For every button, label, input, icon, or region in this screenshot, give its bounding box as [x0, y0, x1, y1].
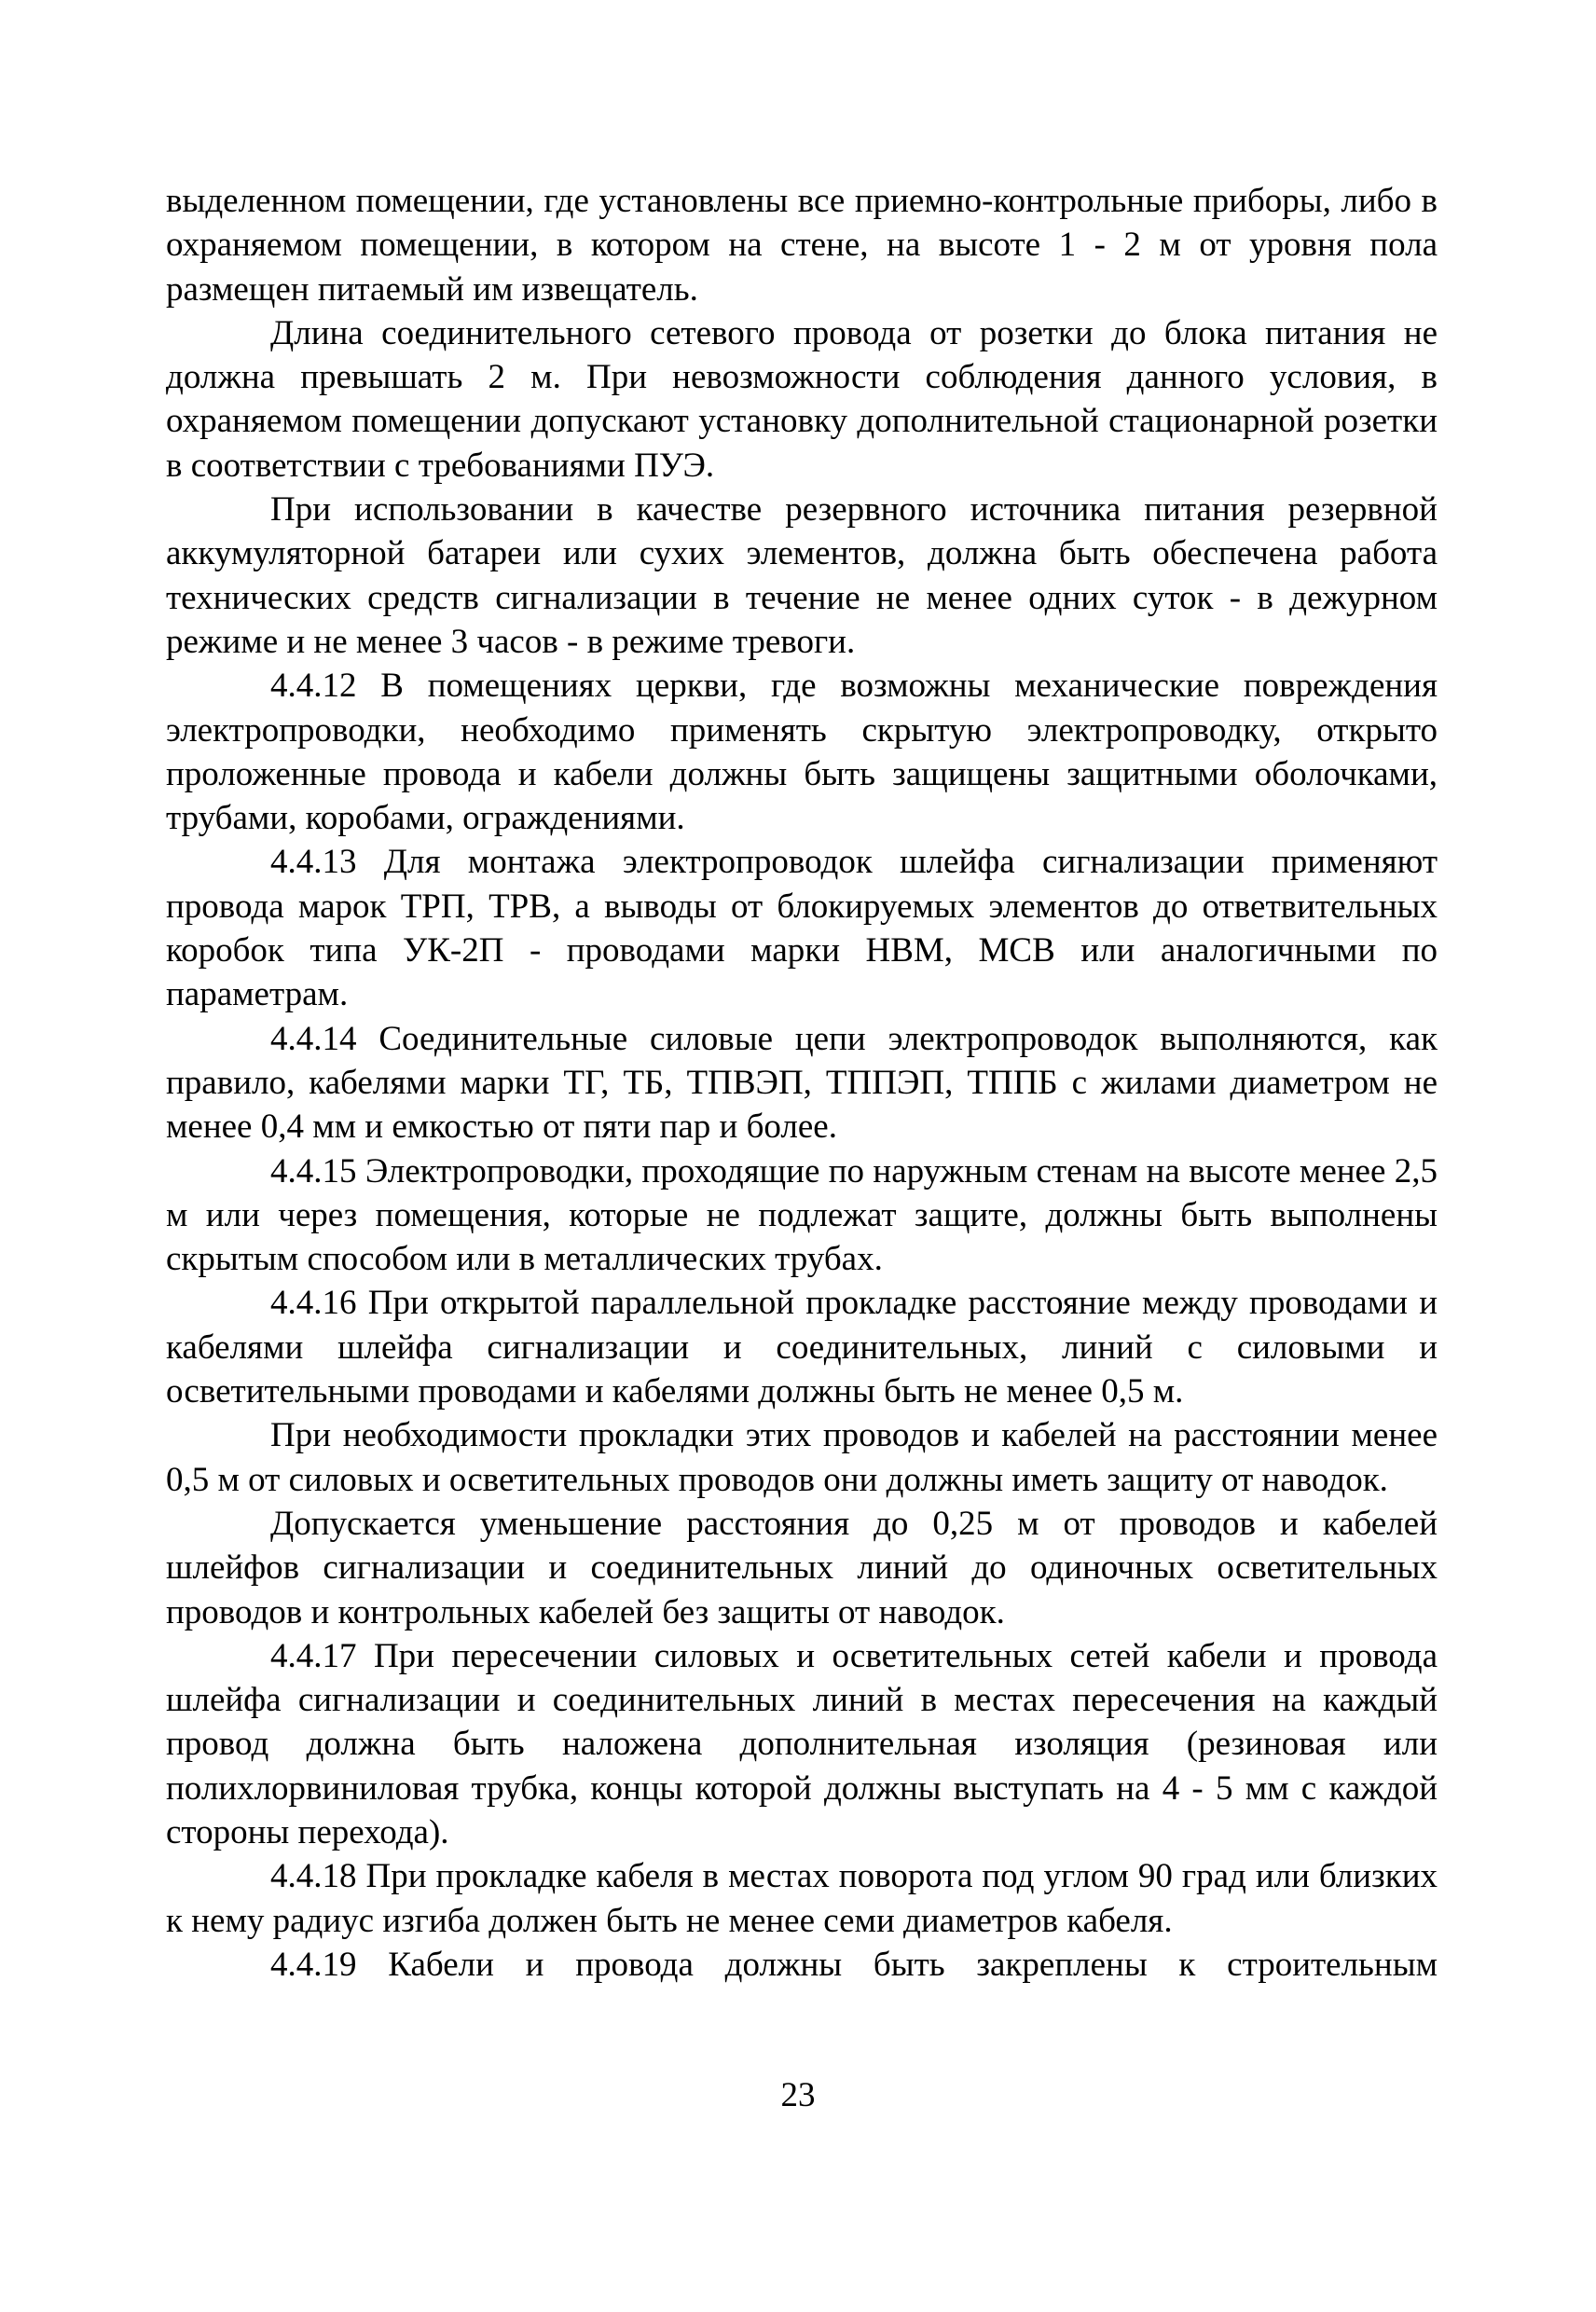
paragraph-4-4-18: 4.4.18 При прокладке кабеля в местах поворота под углом 90 град или близких к нему радиус изгиба должен быть не менее семи диаметров кабеля.	[166, 1857, 1438, 1940]
paragraph-interference-protection: При необходимости прокладки этих проводов и кабелей на расстоянии менее 0,5 м от силовых и осветительных проводов они должны иметь защиту от наводок.	[166, 1416, 1438, 1499]
body-text	[166, 179, 1438, 1987]
paragraph-continuation: выделенном помещении, где установлены все приемно-контрольные приборы, либо в охраняемом помещении, в котором на стене, на высоте 1 - 2 м от уровня пола размещен питаемый им извещатель.	[166, 182, 1438, 309]
paragraph-cable-length: Длина соединительного сетевого провода от розетки до блока питания не должна превышать 2 м. При невозможности соблюдения данного условия, в охраняемом помещении допускают установку дополнительной стационарной розетки в соответствии с требованиями ПУЭ.	[166, 313, 1438, 485]
paragraph-4-4-16: 4.4.16 При открытой параллельной прокладке расстояние между проводами и кабелями шлейфа сигнализации и соединительных, линий с силовыми и осветительными проводами и кабелями должны быть не менее 0,5 м.	[166, 1284, 1438, 1411]
paragraph-4-4-14: 4.4.14 Соединительные силовые цепи электропроводок выполняются, как правило, кабелями марки ТГ, ТБ, ТПВЭП, ТППЭП, ТППБ с жилами диаметром не менее 0,4 мм и емкостью от пяти пар и более.	[166, 1019, 1438, 1147]
page-number: 23	[780, 2076, 816, 2114]
paragraph-4-4-13: 4.4.13 Для монтажа электропроводок шлейфа сигнализации применяют провода марок ТРП, ТРВ, а выводы от блокируемых элементов до ответвительных коробок типа УК-2П - проводами марки НВМ, МСВ или аналогичными по параметрам.	[166, 843, 1438, 1014]
paragraph-4-4-17: 4.4.17 При пересечении силовых и осветительных сетей кабели и провода шлейфа сигнализации и соединительных линий в местах пересечения на каждый провод должна быть наложена дополнительная изоляция (резиновая или полихлорвиниловая трубка, концы которой должны выступать на 4 - 5 мм с каждой стороны перехода).	[166, 1636, 1438, 1851]
paragraph-4-4-12: 4.4.12 В помещениях церкви, где возможны механические повреждения электропроводки, необходимо применять скрытую электропроводку, открыто проложенные провода и кабели должны быть защищены защитными оболочками, трубами, коробами, ограждениями.	[166, 667, 1438, 838]
paragraph-backup-power: При использовании в качестве резервного источника питания резервной аккумуляторной батареи или сухих элементов, должна быть обеспечена работа технических средств сигнализации в течение не менее одних суток - в дежурном режиме и не менее 3 часов - в режиме тревоги.	[166, 490, 1438, 661]
paragraph-reduced-distance: Допускается уменьшение расстояния до 0,25 м от проводов и кабелей шлейфов сигнализации и соединительных линий до одиночных осветительных проводов и контрольных кабелей без защиты от наводок.	[166, 1504, 1438, 1631]
paragraph-4-4-19: 4.4.19 Кабели и провода должны быть закреплены к строительным	[270, 1945, 1438, 1984]
paragraph-4-4-15: 4.4.15 Электропроводки, проходящие по наружным стенам на высоте менее 2,5 м или через помещения, которые не подлежат защите, должны быть выполнены скрытым способом или в металлических трубах.	[166, 1151, 1438, 1279]
